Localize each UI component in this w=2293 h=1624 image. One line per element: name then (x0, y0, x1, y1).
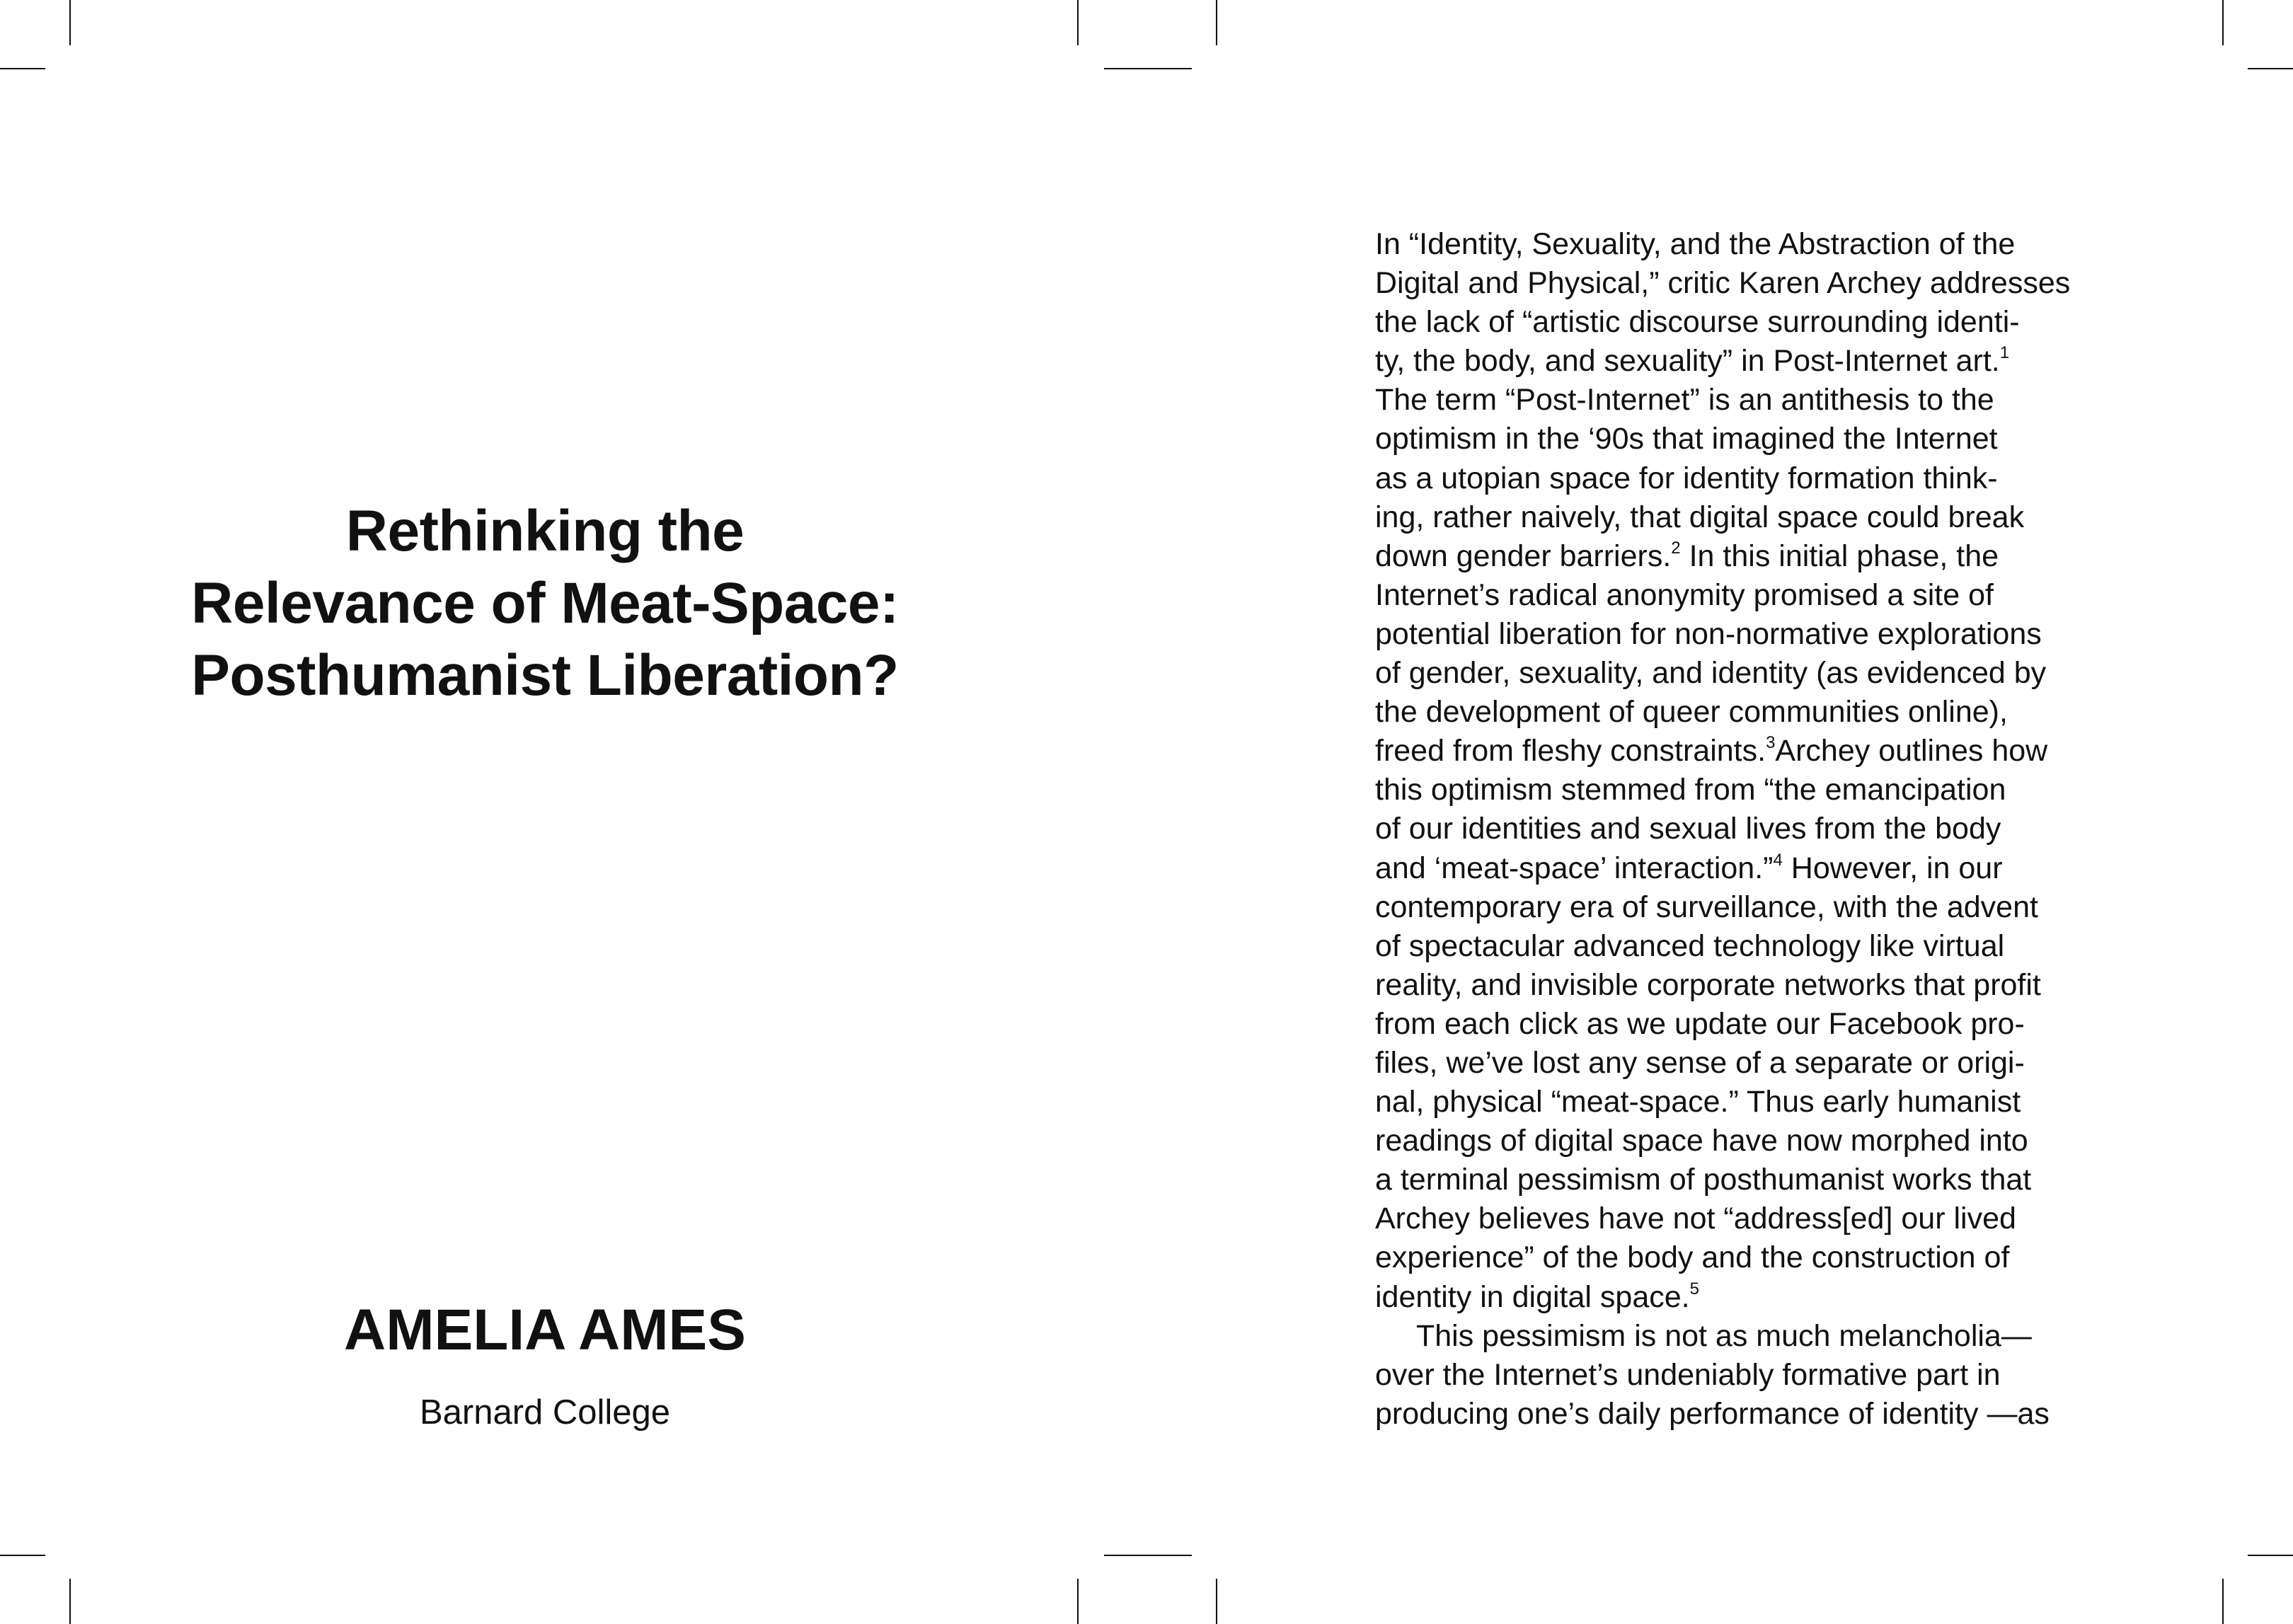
author-name: AMELIA AMES (344, 1298, 746, 1362)
text-line-content: ing, rather naively, that digital space could break (1375, 500, 2025, 534)
title-line: Relevance of Meat-Space: (191, 571, 899, 635)
text-line-continuation: In this initial phase, the (1680, 539, 1999, 573)
text-line (1375, 498, 2139, 537)
text-line (1375, 576, 2139, 615)
text-line (1375, 1395, 2139, 1434)
text-line (1375, 1083, 2139, 1122)
crop-mark (1104, 1555, 1192, 1556)
text-line (1375, 1161, 2139, 1199)
text-line (1375, 654, 2139, 693)
text-line-continuation: However, in our (1782, 851, 2003, 885)
text-line-continuation: Archey outlines how (1775, 734, 2048, 768)
text-line-content: experience” of the body and the construction of (1375, 1240, 2010, 1275)
text-line-content: of spectacular advanced technology like virtual (1375, 928, 2005, 963)
text-line (1375, 537, 2139, 576)
text-line-content: and ‘meat-space’ interaction.” (1375, 851, 1774, 885)
text-line (1375, 264, 2139, 303)
text-line-content: nal, physical “meat-space.” Thus early humanist (1375, 1085, 2021, 1119)
text-line (1375, 342, 2139, 381)
text-line (1375, 693, 2139, 732)
text-line-content: as a utopian space for identity formation think- (1375, 461, 1998, 495)
crop-mark (0, 1555, 45, 1556)
text-line (1375, 1005, 2139, 1044)
text-line (1375, 420, 2139, 459)
crop-mark (0, 68, 45, 69)
text-line-content: files, we’ve lost any sense of a separate or origi- (1375, 1045, 2025, 1080)
crop-mark (1077, 0, 1079, 45)
text-line (1375, 771, 2139, 810)
footnote-ref: 3 (1766, 733, 1776, 753)
text-line (1375, 615, 2139, 654)
text-line-content: The term “Post-Internet” is an antithesis to the (1375, 383, 1994, 417)
text-line (1375, 1278, 2139, 1317)
text-line (1375, 888, 2139, 927)
text-line-content: over the Internet’s undeniably formative part in (1375, 1357, 2001, 1392)
footnote-ref: 2 (1671, 538, 1681, 558)
text-line-content: this optimism stemmed from “the emancipation (1375, 773, 2006, 807)
text-line (1375, 1317, 2139, 1356)
crop-mark (2248, 1555, 2293, 1556)
text-line-content: In “Identity, Sexuality, and the Abstraction of the (1375, 227, 2016, 261)
title-line: Posthumanist Liberation? (191, 643, 899, 708)
text-line-content: of our identities and sexual lives from the body (1375, 812, 2001, 846)
text-line-content: freed from fleshy constraints. (1375, 734, 1766, 768)
text-line (1375, 1356, 2139, 1395)
text-line-content: Archey believes have not “address[ed] our lived (1375, 1202, 2016, 1236)
title-page (71, 0, 1019, 1624)
crop-mark (1104, 68, 1192, 69)
text-line (1375, 1044, 2139, 1083)
text-line (1375, 810, 2139, 848)
text-line-content: producing one’s daily performance of identity —as (1375, 1396, 2050, 1431)
crop-mark (2248, 68, 2293, 69)
text-line-content: the lack of “artistic discourse surrounding identi- (1375, 305, 2020, 340)
text-line-content: optimism in the ‘90s that imagined the Internet (1375, 422, 1998, 456)
footnote-ref: 4 (1773, 850, 1783, 870)
crop-mark (2222, 1579, 2224, 1624)
text-line-content: readings of digital space have now morphed into (1375, 1124, 2028, 1158)
author-affiliation: Barnard College (419, 1393, 671, 1432)
text-line-content: reality, and invisible corporate networks that profit (1375, 967, 2041, 1002)
text-line (1375, 225, 2139, 264)
crop-mark (1216, 0, 1217, 45)
text-line (1375, 849, 2139, 888)
title-line: Rethinking the (345, 499, 745, 563)
footnote-ref: 5 (1689, 1279, 1699, 1298)
text-line (1375, 381, 2139, 420)
text-line-content: a terminal pessimism of posthumanist works that (1375, 1163, 2032, 1197)
text-line (1375, 1122, 2139, 1161)
text-line-content: down gender barriers. (1375, 539, 1672, 573)
text-line-content: Digital and Physical,” critic Karen Archey addresses (1375, 266, 2071, 301)
text-line (1375, 732, 2139, 771)
crop-mark (1216, 1579, 1217, 1624)
text-line-content: from each click as we update our Facebook pro- (1375, 1006, 2025, 1041)
text-line-content: the development of queer communities online), (1375, 695, 2008, 730)
text-line (1375, 303, 2139, 342)
crop-mark (2222, 0, 2224, 45)
text-line (1375, 927, 2139, 966)
body-text (1375, 225, 2139, 1434)
text-line (1375, 459, 2139, 498)
text-line-content: contemporary era of surveillance, with the advent (1375, 889, 2038, 924)
text-line-content: potential liberation for non-normative explorations (1375, 616, 2042, 651)
crop-mark (1077, 1579, 1079, 1624)
text-line-content: ty, the body, and sexuality” in Post-Internet art. (1375, 344, 2000, 379)
footnote-ref: 1 (1999, 343, 2010, 363)
text-line-content: of gender, sexuality, and identity (as evidenced by (1375, 656, 2047, 691)
text-line (1375, 966, 2139, 1005)
text-line (1375, 1238, 2139, 1277)
text-line-content: Internet’s radical anonymity promised a site of (1375, 577, 1994, 612)
text-line-content: This pessimism is not as much melancholia— (1416, 1318, 2032, 1353)
article-title (71, 495, 1019, 712)
text-line-content: identity in digital space. (1375, 1279, 1690, 1314)
text-line (1375, 1199, 2139, 1238)
